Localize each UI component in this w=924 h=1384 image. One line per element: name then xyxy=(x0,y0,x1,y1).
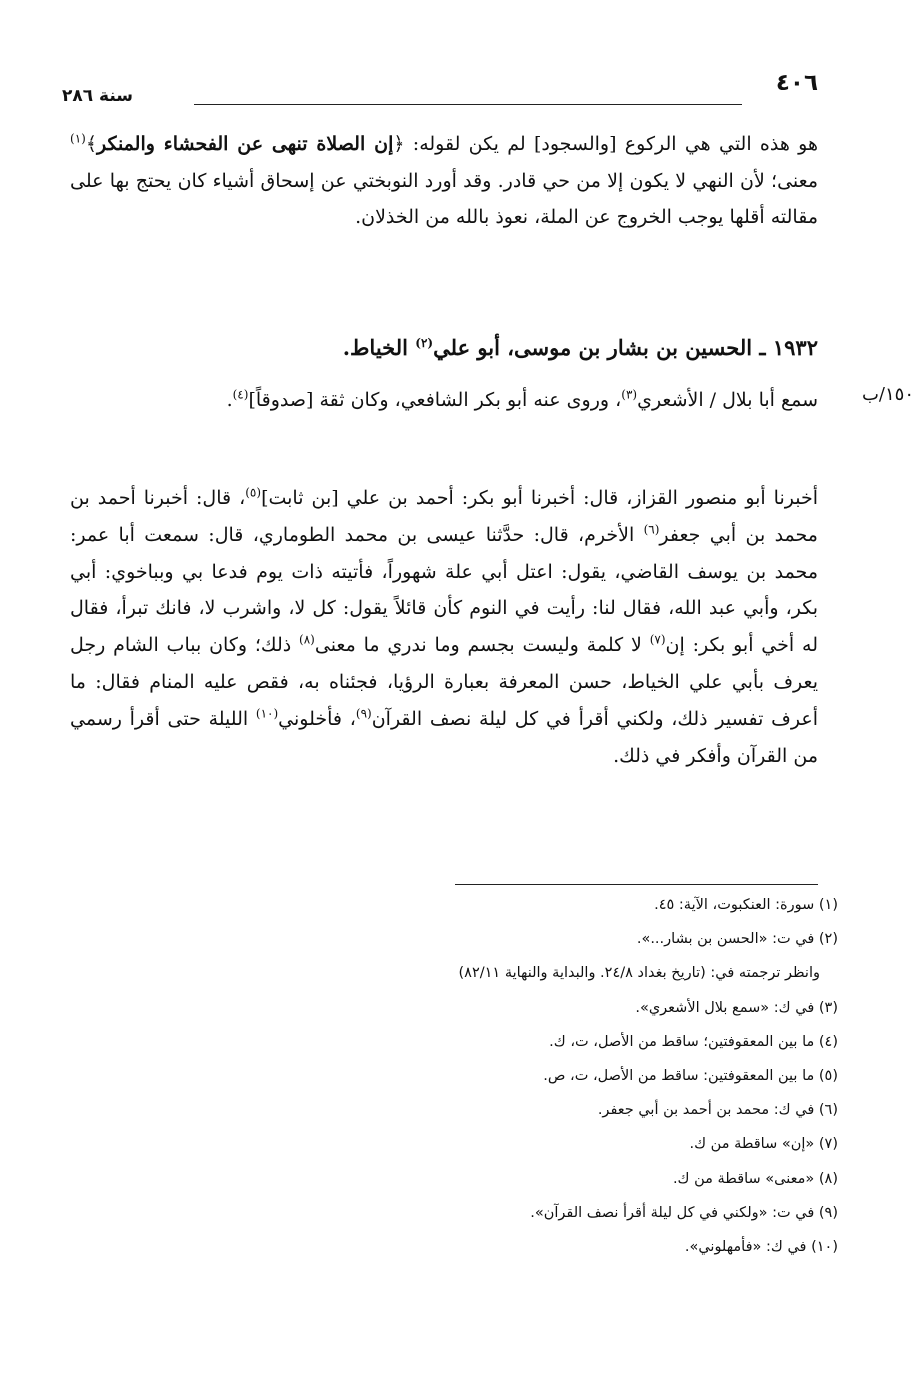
footnote-ref-5[interactable]: (٥) xyxy=(245,485,262,500)
footnote-2-continuation: وانظر ترجمته في: (تاريخ بغداد ٢٤/٨. والبداية والنهاية ٨٢/١١) xyxy=(458,965,820,982)
entry-heading xyxy=(70,330,818,366)
footnote-ref-2[interactable]: (٢) xyxy=(415,336,434,350)
para2-text-a: سمع أبا بلال / الأشعري xyxy=(637,389,818,411)
footnote-1: (١) سورة: العنكبوت، الآية: ٤٥. xyxy=(654,897,838,913)
footnote-separator xyxy=(455,884,818,885)
running-head: سنة ٢٨٦ xyxy=(62,86,134,106)
page-header xyxy=(62,68,818,108)
quote-close: ﴾ xyxy=(85,133,97,155)
paragraph-1 xyxy=(70,126,818,236)
footnote-3: (٣) في ك: «سمع بلال الأشعري». xyxy=(635,999,838,1016)
quran-quote: إن الصلاة تنهى عن الفحشاء والمنكر xyxy=(96,133,394,155)
header-rule xyxy=(194,104,742,105)
footnote-4: (٤) ما بين المعقوفتين؛ ساقط من الأصل، ت، ك. xyxy=(549,1033,838,1050)
footnote-7: (٧) «إن» ساقطة من ك. xyxy=(689,1136,838,1153)
footnote-ref-4[interactable]: (٤) xyxy=(232,387,249,402)
footnote-10: (١٠) في ك: «فأمهلوني». xyxy=(684,1239,838,1256)
footnote-ref-10[interactable]: (١٠) xyxy=(255,706,279,721)
footnote-2: (٢) في ت: «الحسن بن بشار...». xyxy=(636,931,838,948)
entry-heading-text: ١٩٣٢ ـ الحسين بن بشار بن موسى، أبو علي xyxy=(433,335,818,360)
para3-text-g: الليلة حتى أقرأ رسمي من القرآن وأفكر في ذلك. xyxy=(70,707,818,767)
footnote-6: (٦) في ك: محمد بن أحمد بن أبي جعفر. xyxy=(597,1102,838,1119)
para3-text-b: ، قال: أخبرنا أحمد بن محمد بن أبي جعفر xyxy=(70,487,818,546)
para3-text-e: ذلك؛ وكان بباب الشام رجل يعرف بأبي علي الخياط، حسن المعرفة بعبارة الرؤيا، فجئناه به، فقص عليه المنام فقال: ما أعرف تفسير ذلك، ولكني أقرأ في كل ليلة نصف القرآن xyxy=(70,634,818,730)
footnote-ref-3[interactable]: (٣) xyxy=(621,387,638,402)
footnote-ref-7[interactable]: (٧) xyxy=(649,632,666,647)
paragraph-2 xyxy=(70,382,818,418)
footnote-5: (٥) ما بين المعقوفتين: ساقط من الأصل، ت، ص. xyxy=(543,1068,838,1085)
entry-heading-tail: الخياط. xyxy=(342,335,416,360)
page-number: ٤٠٦ xyxy=(775,70,818,96)
footnote-8: (٨) «معنى» ساقطة من ك. xyxy=(672,1170,838,1187)
footnote-ref-9[interactable]: (٩) xyxy=(355,706,372,721)
paragraph-3 xyxy=(70,480,818,774)
para2-text-b: ، وروى عنه أبو بكر الشافعي، وكان ثقة [صدوقاً] xyxy=(248,389,622,411)
para3-text-a: أخبرنا أبو منصور القزاز، قال: أخبرنا أبو بكر: أحمد بن علي [بن ثابت] xyxy=(261,487,819,509)
para1-text-b: معنى؛ لأن النهي لا يكون إلا من حي قادر. وقد أورد النوبختي عن إسحاق أشياء كان يحتج بها على مقالته أقلها يوجب الخروج عن الملة، نعوذ بالله من الخذلان. xyxy=(70,169,818,228)
footnote-9: (٩) في ت: «ولكني في كل ليلة أقرأ نصف القرآن». xyxy=(530,1204,838,1221)
para3-text-d: لا كلمة وليست بجسم وما ندري ما معنى xyxy=(314,634,650,657)
footnote-ref-1[interactable]: (١) xyxy=(70,131,86,146)
footnotes xyxy=(78,888,838,1264)
manuscript-folio-note: ١٥٠/ب xyxy=(861,384,914,405)
para1-text-a: هو هذه التي هي الركوع [والسجود] لم يكن لقوله: ﴿ xyxy=(393,133,818,155)
para3-text-f: ، فأخلوني xyxy=(278,707,356,730)
footnote-ref-6[interactable]: (٦) xyxy=(643,522,660,537)
para2-text-c: . xyxy=(226,389,233,411)
footnote-ref-8[interactable]: (٨) xyxy=(299,632,315,647)
para3-text-c: الأخرم، قال: حدَّثنا عيسى بن محمد الطوماري، قال: سمعت أبا عمر: محمد بن يوسف القاضي، يقول: اعتل أبي علة شهوراً، فأتيته ذات يوم فدعا بي وبباخوي: أبي بكر، وأبي عبد الله، فقال لنا: رأيت في النوم كأن قائلاً يقول: كل لا، واشرب لا، فانك تبرأ، فقال له أخي أبو بكر: إن xyxy=(70,523,818,657)
